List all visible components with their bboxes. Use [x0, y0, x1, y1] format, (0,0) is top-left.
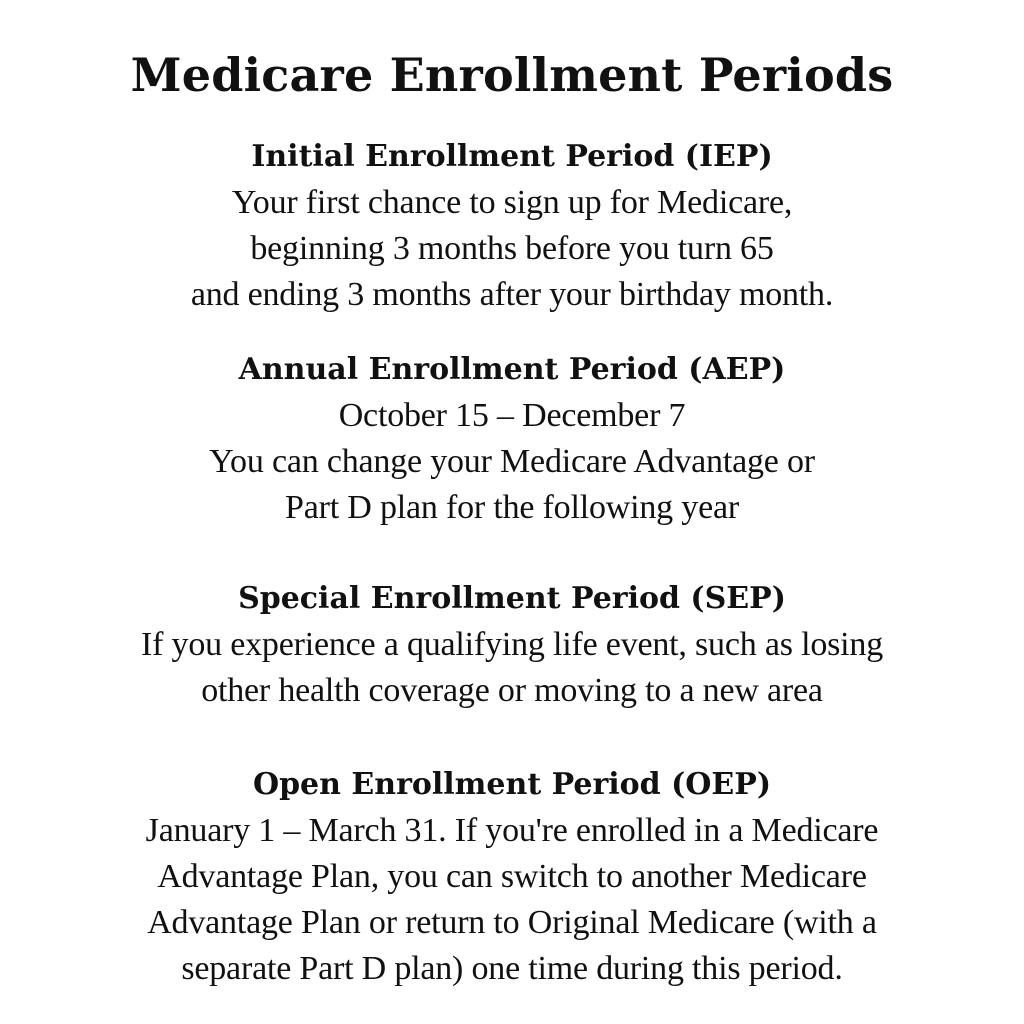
- section-text-line: Part D plan for the following year: [285, 489, 739, 526]
- section-heading: Initial Enrollment Period (IEP): [251, 139, 773, 174]
- section-text-line: Advantage Plan, you can switch to another Medicare: [157, 858, 867, 895]
- section-text-line: other health coverage or moving to a new area: [201, 672, 823, 709]
- section-text-line: If you experience a qualifying life event, such as losing: [140, 626, 883, 663]
- section-special-enrollment-period: [0, 576, 1024, 714]
- section-initial-enrollment-period: [0, 134, 1024, 318]
- section-heading: Open Enrollment Period (OEP): [252, 767, 772, 802]
- section-text-line: Your first chance to sign up for Medicare,: [231, 184, 793, 221]
- section-text-line: You can change your Medicare Advantage or: [209, 443, 815, 480]
- section-annual-enrollment-period: [0, 347, 1024, 531]
- section-text-line: Advantage Plan or return to Original Medicare (with a: [147, 904, 877, 941]
- section-heading: Annual Enrollment Period (AEP): [238, 352, 786, 387]
- section-text-line: October 15 – December 7: [338, 397, 686, 434]
- section-open-enrollment-period: [0, 762, 1024, 992]
- section-text-line: separate Part D plan) one time during this period.: [181, 950, 843, 987]
- section-heading: Special Enrollment Period (SEP): [238, 581, 786, 616]
- section-text-line: January 1 – March 31. If you're enrolled in a Medicare: [145, 812, 879, 849]
- page-title: Medicare Enrollment Periods: [130, 48, 894, 102]
- section-text-line: beginning 3 months before you turn 65: [250, 230, 774, 267]
- section-text-line: and ending 3 months after your birthday month.: [190, 276, 834, 313]
